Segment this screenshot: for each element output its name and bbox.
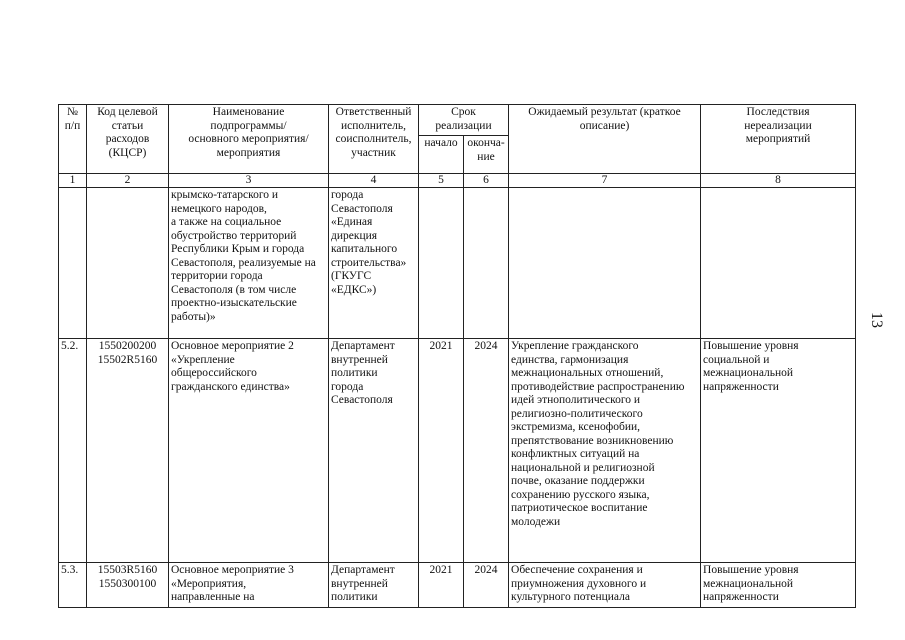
column-number: 5 [419,174,464,188]
text-line: социальной и [703,353,770,366]
column-number: 4 [329,174,419,188]
text-line: «Укрепление [171,353,235,366]
text-line: направленные на [171,591,255,603]
table-row [59,563,856,608]
text-line: сохранению русского языка, [511,488,650,501]
row-code [87,188,169,339]
text-line: экстремизма, ксенофобии, [511,421,641,433]
text-line: 1550200200 [98,340,157,352]
text-line: описание) [579,119,630,132]
text-line: города [331,380,364,393]
row-consequence [701,339,856,563]
text-line: оконча- [467,137,505,149]
row-name [169,563,329,608]
text-line: (КЦСР) [108,146,147,159]
text-line: капитального [331,243,398,255]
text-line: Код целевой [97,106,158,118]
text-line: основного мероприятия/ [188,133,309,145]
text-line: внутренней [331,577,388,590]
text-line: препятствование возникновению [511,434,674,447]
text-line: межнациональной [703,367,794,379]
row-name [169,188,329,339]
text-line: Севастополя [331,202,393,215]
row-start: 2021 [419,563,464,608]
text-line: Повышение уровня [703,564,799,576]
row-result [509,188,701,339]
text-line: расходов [105,133,150,145]
text-line: религиозно-политического [511,407,643,420]
text-line: мероприятия [216,146,281,159]
text-line: крымско-татарского и [171,189,279,201]
row-result [509,339,701,563]
text-line: «Мероприятия, [171,577,247,590]
row-consequence [701,563,856,608]
text-line: идей этнополитического и [511,394,641,406]
text-line: «Единая [331,216,373,228]
text-line: участник [351,146,396,159]
column-number: 1 [59,174,87,188]
text-line: политики [331,591,378,603]
text-line: национальной и религиозной [511,461,655,474]
row-num: 5.2. [59,339,87,563]
text-line: межнациональных отношений, [511,367,664,379]
text-line: строительства» [331,256,407,269]
text-line: гражданского единства» [171,380,290,393]
header-executor [329,105,419,174]
text-line: культурного потенциала [511,591,630,603]
text-line: исполнитель, [340,119,407,132]
table-row [59,339,856,563]
text-line: молодежи [511,515,561,528]
header-period [419,105,509,136]
text-line: межнациональной [703,577,794,590]
text-line: Основное мероприятие 2 [171,340,294,352]
text-line: Севастополя, реализуемые на [171,256,316,269]
row-name [169,339,329,563]
row-end: 2024 [464,339,509,563]
text-line: ние [477,150,495,163]
header-end [464,136,509,174]
row-end: 2024 [464,563,509,608]
text-line: п/п [64,119,81,132]
text-line: Республики Крым и города [171,243,305,255]
header-name [169,105,329,174]
column-number: 8 [701,174,856,188]
row-num [59,188,87,339]
text-line: Наименование [212,106,285,118]
text-line: № [67,106,78,118]
text-line: Укрепление гражданского [511,340,639,352]
text-line: конфликтных ситуаций на [511,448,640,460]
column-number: 3 [169,174,329,188]
text-line: Департамент [331,564,395,576]
text-line: Ответственный [335,106,412,118]
row-consequence [701,188,856,339]
text-line: проектно-изыскательские [171,297,297,309]
text-line: Основное мероприятие 3 [171,564,294,576]
row-executor [329,188,419,339]
text-line: единства, гармонизация [511,353,629,366]
text-line: общероссийского [171,367,257,379]
program-table [58,104,856,608]
column-numbers-row [59,174,856,188]
text-line: Севастополя (в том числе [171,283,297,296]
text-line: территории города [171,270,263,282]
page-number: 13 [868,312,885,328]
text-line: мероприятий [745,133,811,145]
column-number: 6 [464,174,509,188]
header-start: начало [419,136,464,174]
text-line: 15502R5160 [97,353,158,366]
text-line: напряженности [703,591,779,603]
text-line: внутренней [331,353,388,366]
text-line: приумножения духовного и [511,577,647,590]
text-line: подпрограммы/ [210,119,287,132]
text-line: противодействие распространению [511,380,685,393]
text-line: соисполнитель, [335,133,412,145]
text-line: Повышение уровня [703,340,799,352]
text-line: 15503R5160 [97,564,158,576]
text-line: немецкого народов, [171,202,267,215]
header-consequence [701,105,856,174]
header-row [59,105,856,136]
text-line: Ожидаемый результат (краткое [528,106,681,118]
text-line: города [331,189,364,201]
text-line: Срок [451,106,476,118]
column-number: 7 [509,174,701,188]
row-start: 2021 [419,339,464,563]
text-line: работы)» [171,310,216,323]
text-line: Департамент [331,340,395,352]
text-line: статьи [111,119,144,132]
row-executor [329,563,419,608]
text-line: (ГКУГС [331,270,372,282]
text-line: нереализации [744,119,812,132]
text-line: Последствия [746,106,810,118]
row-result [509,563,701,608]
text-line: обустройство территорий [171,229,297,242]
row-code [87,339,169,563]
text-line: почве, оказание поддержки [511,475,645,487]
row-code [87,563,169,608]
text-line: напряженности [703,380,779,393]
row-start [419,188,464,339]
text-line: патриотическое воспитание [511,502,648,514]
column-number: 2 [87,174,169,188]
text-line: политики [331,367,378,379]
header-code [87,105,169,174]
row-num: 5.3. [59,563,87,608]
text-line: а также на социальное [171,216,282,228]
header-result [509,105,701,174]
header-num [59,105,87,174]
text-line: 1550300100 [98,577,157,590]
row-executor [329,339,419,563]
text-line: «ЕДКС») [331,283,377,296]
row-end [464,188,509,339]
text-line: Обеспечение сохранения и [511,564,643,576]
text-line: Севастополя [331,394,393,406]
table-row [59,188,856,339]
text-line: реализации [435,119,492,132]
text-line: дирекция [331,229,378,242]
